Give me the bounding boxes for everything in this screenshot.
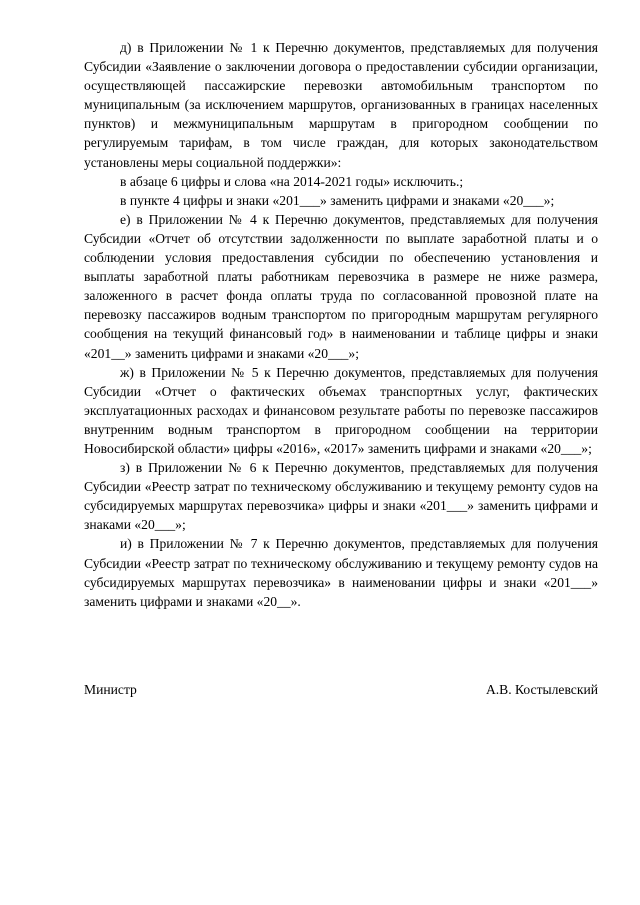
paragraph-z: з) в Приложении № 6 к Перечню документов, представляемых для получения Субсидии «Реестр затрат по техническому обслуживанию и текущему ремонту судов на субсидируемых маршрутах перевозчика» цифры и знаки «201___» заменить цифрами и знаками «20___»; <box>84 460 598 533</box>
signature-name: А.В. Костылевский <box>485 682 598 697</box>
paragraph-i: и) в Приложении № 7 к Перечню документов, представляемых для получения Субсидии «Реестр затрат по техническому обслуживанию и текущему ремонту судов на субсидируемых маршрутах перевозчика» в наименовании цифры и знаки «201___» заменить цифрами и знаками «20__». <box>84 536 598 609</box>
paragraph-zh: ж) в Приложении № 5 к Перечню документов, представляемых для получения Субсидии «Отчет о фактических объемах транспортных услуг, фактических эксплуатационных расходах и финансовом результате работы по перевозке пассажиров внутренним водным транспортом в пригородном сообщении на территории Новосибирской области» цифры «2016», «2017» заменить цифрами и знаками «20___»; <box>84 364 598 456</box>
paragraph-e: е) в Приложении № 4 к Перечню документов, представляемых для получения Субсидии «Отчет об отсутствии задолженности по выплате заработной платы и о соблюдении условия предоставления субсидии по обеспечению установления и выплаты заработной платы работникам перевозчика в размере не ниже размера, заложенного в расчет фонда оплаты труда по согласованной провозной плате на перевозку пассажиров водным транспортом по пригородным маршрутам регулярного сообщения на текущий финансовый год» в наименовании и таблице цифры и знаки «201__» заменить цифрами и знаками «20___»; <box>84 211 598 361</box>
signature-block <box>84 680 598 699</box>
paragraph-d: д) в Приложении № 1 к Перечню документов, представляемых для получения Субсидии «Заявление о заключении договора о предоставлении субсидии организации, осуществляющей пассажирские перевозки автомобильным транспортом по муниципальным (за исключением маршрутов, организованных в границах населенных пунктов) и межмуниципальным маршрутам в пригородном сообщении по регулируемым тарифам, в том числе граждан, для которых законодательством установлены меры социальной поддержки»: <box>84 40 598 170</box>
signature-title: Министр <box>84 682 137 697</box>
document-body <box>84 38 598 611</box>
paragraph-abzac-6: в абзаце 6 цифры и слова «на 2014-2021 годы» исключить.; <box>120 173 464 189</box>
paragraph-punkt-4: в пункте 4 цифры и знаки «201___» заменить цифрами и знаками «20___»; <box>120 192 555 208</box>
